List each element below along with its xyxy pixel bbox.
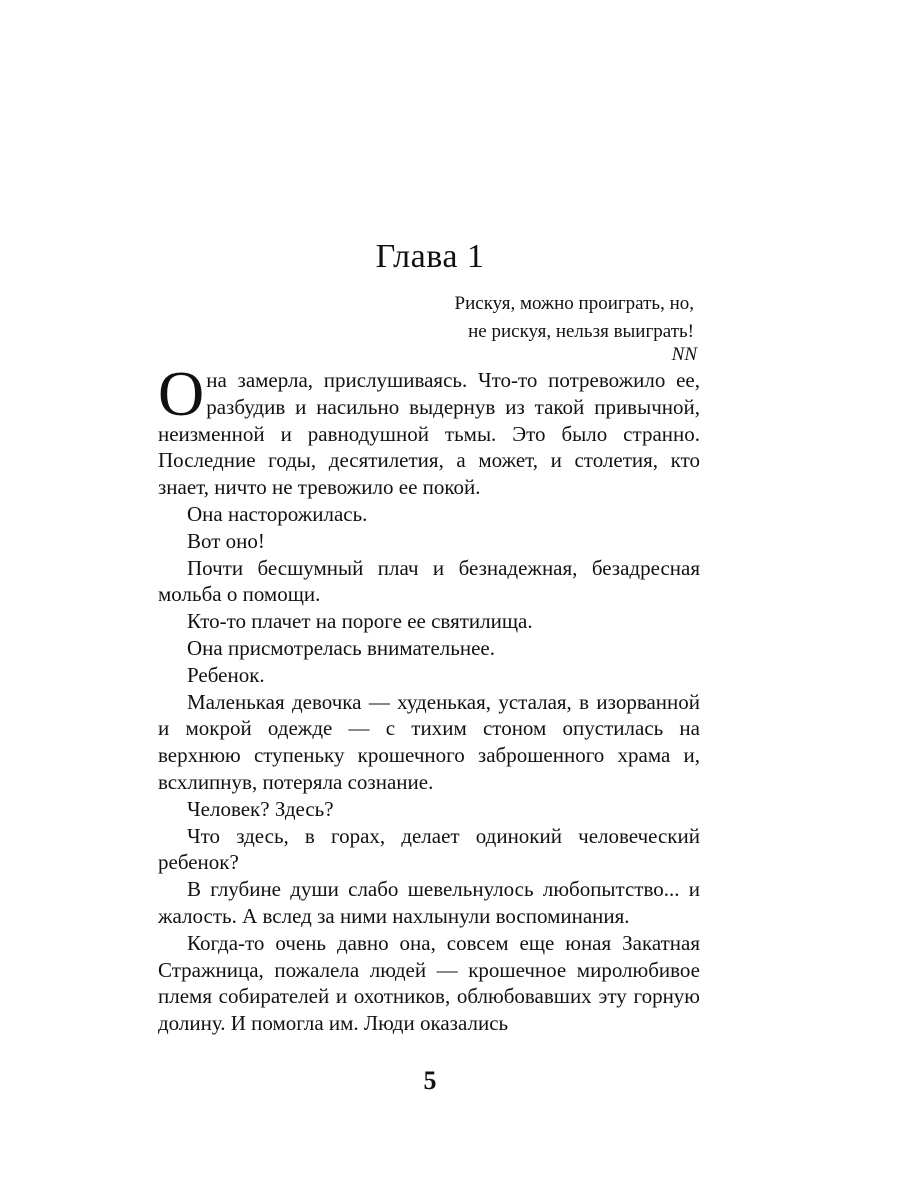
paragraph: Вот оно! xyxy=(187,528,265,553)
paragraph: Почти бесшумный плач и безнадежная, безадресная мольба о помощи. xyxy=(158,555,700,607)
paragraph: Она присмотрелась внимательнее. xyxy=(187,635,495,660)
paragraph: В глубине души слабо шевельнулось любопытство... и жалость. А вслед за ними нахлынули воспоминания. xyxy=(158,877,700,928)
paragraph: Человек? Здесь? xyxy=(187,796,334,821)
epigraph-line: не рискуя, нельзя выиграть! xyxy=(468,321,694,342)
chapter-title: Глава 1 xyxy=(375,238,485,275)
paragraph-text: на замерла, прислушиваясь. Что-то потревожило ее, разбудив и насильно выдернув из такой привычной, неизменной и равнодушной тьмы. Это было странно. Последние годы, десятилетия, а может, и столетия, кто знает, ничто не тревожило ее покой. xyxy=(158,368,700,500)
epigraph xyxy=(455,290,694,346)
chapter-body xyxy=(158,358,700,1037)
paragraph: Что здесь, в горах, делает одинокий человеческий ребенок? xyxy=(158,823,700,875)
drop-cap: О xyxy=(158,358,205,429)
paragraph: Она насторожилась. xyxy=(187,501,368,526)
epigraph-author: NN xyxy=(671,344,697,365)
page-number: 5 xyxy=(423,1066,437,1095)
paragraph: Когда-то очень давно она, совсем еще юная Закатная Стражница, пожалела людей — крошечное миролюбивое племя собирателей и охотников, облюбовавших эту горную долину. И помогла им. Люди оказались xyxy=(158,930,700,1036)
paragraph: Маленькая девочка — худенькая, усталая, в изорванной и мокрой одежде — с тихим стоном опустилась на верхнюю ступеньку крошечного заброшенного храма и, всхлипнув, потеряла сознание. xyxy=(158,689,700,794)
paragraph: Ребенок. xyxy=(187,662,265,687)
paragraph: Кто-то плачет на пороге ее святилища. xyxy=(187,609,533,634)
paragraph xyxy=(158,358,700,501)
epigraph-line: Рискуя, можно проиграть, но, xyxy=(454,293,694,314)
